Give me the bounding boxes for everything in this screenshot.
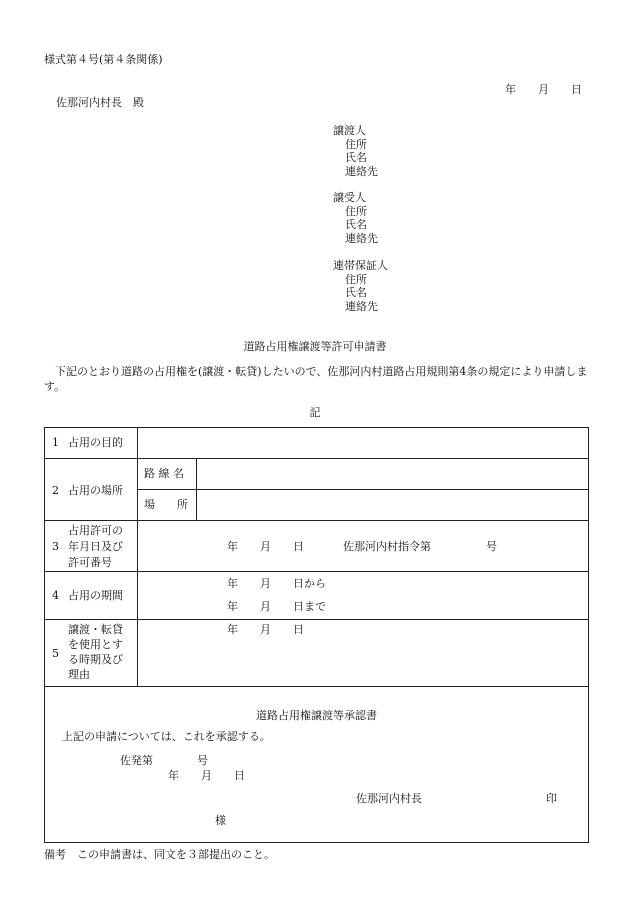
body-text: 下記のとおり道路の占用権を(譲渡・転貸)したいので、佐那河内村道路占用規則第4条の規定により申請します。 <box>44 365 588 393</box>
contact-label: 連絡先 <box>345 164 378 178</box>
remark: 備考 この申請書は、同文を３部提出のこと。 <box>44 848 275 861</box>
transfer-reason-label-line: 譲渡・転貸 <box>68 623 123 636</box>
permit-label-line: 許可番号 <box>68 556 112 569</box>
row-divider <box>137 489 589 490</box>
period-from: 年 月 日から <box>227 577 326 590</box>
approval-statement: 上記の申請については、これを承認する。 <box>62 730 271 743</box>
row-divider <box>44 520 589 521</box>
purpose-label: 占用の目的 <box>68 436 123 449</box>
addressee: 佐那河内村長 殿 <box>56 96 144 109</box>
row-divider <box>44 571 589 572</box>
date-line: 年 月 日 <box>505 83 582 96</box>
place-label: 場 所 <box>144 498 188 511</box>
seal-mark: 印 <box>546 792 557 805</box>
row-number: 2 <box>52 484 59 497</box>
address-label: 住所 <box>345 204 367 218</box>
approval-date: 年 月 日 <box>168 769 245 782</box>
transfer-reason-label-line: る時期及び <box>68 653 123 666</box>
table-border-left <box>44 427 45 843</box>
location-label: 占用の場所 <box>68 484 123 497</box>
contact-label: 連絡先 <box>345 231 378 245</box>
row-divider <box>44 686 589 687</box>
guarantor-block <box>333 259 388 313</box>
table-border-bottom <box>44 842 589 843</box>
permit-label-line: 占用許可の <box>68 524 123 537</box>
name-label: 氏名 <box>345 286 367 299</box>
application-table <box>44 427 589 843</box>
name-label: 氏名 <box>345 218 367 231</box>
row-number: 4 <box>52 589 59 602</box>
period-to: 年 月 日まで <box>227 600 326 613</box>
party-role: 譲受人 <box>333 191 366 204</box>
approval-title: 道路占用権譲渡等承認書 <box>256 709 377 722</box>
document-title: 道路占用権譲渡等許可申請書 <box>243 340 387 353</box>
permit-number: 佐那河内村指令第 号 <box>343 540 497 553</box>
name-label: 氏名 <box>345 151 367 164</box>
address-label: 住所 <box>345 272 367 286</box>
column-divider <box>137 427 138 686</box>
transferor-block <box>333 124 378 178</box>
transfer-reason-label-line: を使用とす <box>68 638 123 651</box>
party-role: 譲渡人 <box>333 124 366 137</box>
mayor-title: 佐那河内村長 <box>356 792 422 805</box>
row-number: 5 <box>52 647 59 660</box>
row-divider <box>44 458 589 459</box>
row-number: 3 <box>52 540 59 553</box>
column-divider <box>196 458 197 520</box>
approval-number: 佐発第 号 <box>120 754 208 767</box>
form-id: 様式第４号(第４条関係) <box>44 53 163 66</box>
address-label: 住所 <box>345 137 367 151</box>
permit-label-line: 年月日及び <box>68 540 123 553</box>
route-name-label: 路 線 名 <box>144 467 184 480</box>
row-number: 1 <box>52 436 59 449</box>
ki-marker: 記 <box>309 406 321 419</box>
table-border-top <box>44 427 589 428</box>
transfer-date: 年 月 日 <box>227 623 304 636</box>
permit-date: 年 月 日 <box>227 540 304 553</box>
row-divider <box>44 619 589 620</box>
contact-label: 連絡先 <box>345 299 378 313</box>
period-label: 占用の期間 <box>68 589 123 602</box>
transferee-block <box>333 191 378 245</box>
transfer-reason-label-line: 理由 <box>68 668 90 681</box>
party-role: 連帯保証人 <box>333 259 388 272</box>
honorific-sama: 様 <box>215 814 226 827</box>
